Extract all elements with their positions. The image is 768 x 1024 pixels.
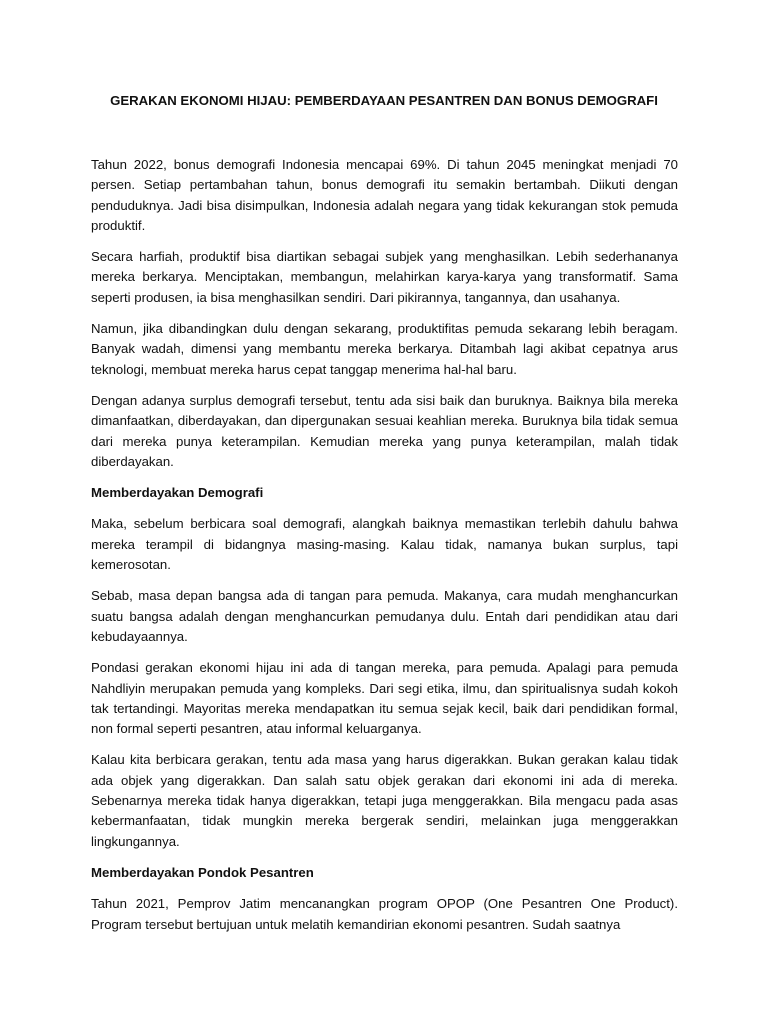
paragraph: Namun, jika dibandingkan dulu dengan sekarang, produktifitas pemuda sekarang lebih beragam. Banyak wadah, dimensi yang membantu mereka berkarya. Ditambah lagi akibat cepatnya arus teknologi, membuat mereka harus cepat tanggap menerima hal-hal baru. [91,321,678,377]
paragraph: Dengan adanya surplus demografi tersebut, tentu ada sisi baik dan buruknya. Baiknya bila mereka dimanfaatkan, diberdayakan, dan dipergunakan sesuai keahlian mereka. Buruknya bila tidak semua dari mereka punya keterampilan. Kemudian mereka yang punya keterampilan, malah tidak diberdayakan. [91,392,678,469]
section-heading-demografi: Memberdayakan Demografi [91,485,264,501]
paragraph: Secara harfiah, produktif bisa diartikan sebagai subjek yang menghasilkan. Lebih sederhananya mereka berkarya. Menciptakan, membangun, melahirkan karya-karya yang transformatif. Sama seperti produsen, ia bisa menghasilkan sendiri. Dari pikirannya, tangannya, dan usahanya. [91,249,678,305]
paragraph: Sebab, masa depan bangsa ada di tangan para pemuda. Makanya, cara mudah menghancurkan suatu bangsa adalah dengan menghancurkan pemudanya dulu. Entah dari pendidikan atau dari kebudayaannya. [91,588,678,644]
paragraph: Tahun 2021, Pemprov Jatim mencanangkan program OPOP (One Pesantren One Product). Program tersebut bertujuan untuk melatih kemandirian ekonomi pesantren. Sudah saatnya [91,896,678,932]
section-heading-pesantren: Memberdayakan Pondok Pesantren [91,864,314,880]
document-body [91,155,678,946]
document-title: GERAKAN EKONOMI HIJAU: PEMBERDAYAAN PESANTREN DAN BONUS DEMOGRAFI [110,93,658,108]
paragraph: Pondasi gerakan ekonomi hijau ini ada di tangan mereka, para pemuda. Apalagi para pemuda Nahdliyin merupakan pemuda yang kompleks. Dari segi etika, ilmu, dan spiritualisnya sudah kokoh tak tertandingi. Mayoritas mereka mendapatkan itu semua sejak kecil, baik dari pendidikan formal, non formal seperti pesantren, atau informal keluarganya. [91,660,678,737]
paragraph: Tahun 2022, bonus demografi Indonesia mencapai 69%. Di tahun 2045 meningkat menjadi 70 persen. Setiap pertambahan tahun, bonus demografi itu semakin bertambah. Diikuti dengan penduduknya. Jadi bisa disimpulkan, Indonesia adalah negara yang tidak kekurangan stok pemuda produktif. [91,157,678,233]
paragraph: Kalau kita berbicara gerakan, tentu ada masa yang harus digerakkan. Bukan gerakan kalau tidak ada objek yang digerakkan. Dan salah satu objek gerakan dari ekonomi ini ada di mereka. Sebenarnya mereka tidak hanya digerakkan, tetapi juga menggerakkan. Bila mengacu pada asas kebermanfaatan, tidak mungkin mereka bergerak sendiri, melainkan juga menggerakkan lingkungannya. [91,752,678,849]
paragraph: Maka, sebelum berbicara soal demografi, alangkah baiknya memastikan terlebih dahulu bahwa mereka terampil di bidangnya masing-masing. Kalau tidak, namanya bukan surplus, tapi kemerosotan. [91,516,678,573]
